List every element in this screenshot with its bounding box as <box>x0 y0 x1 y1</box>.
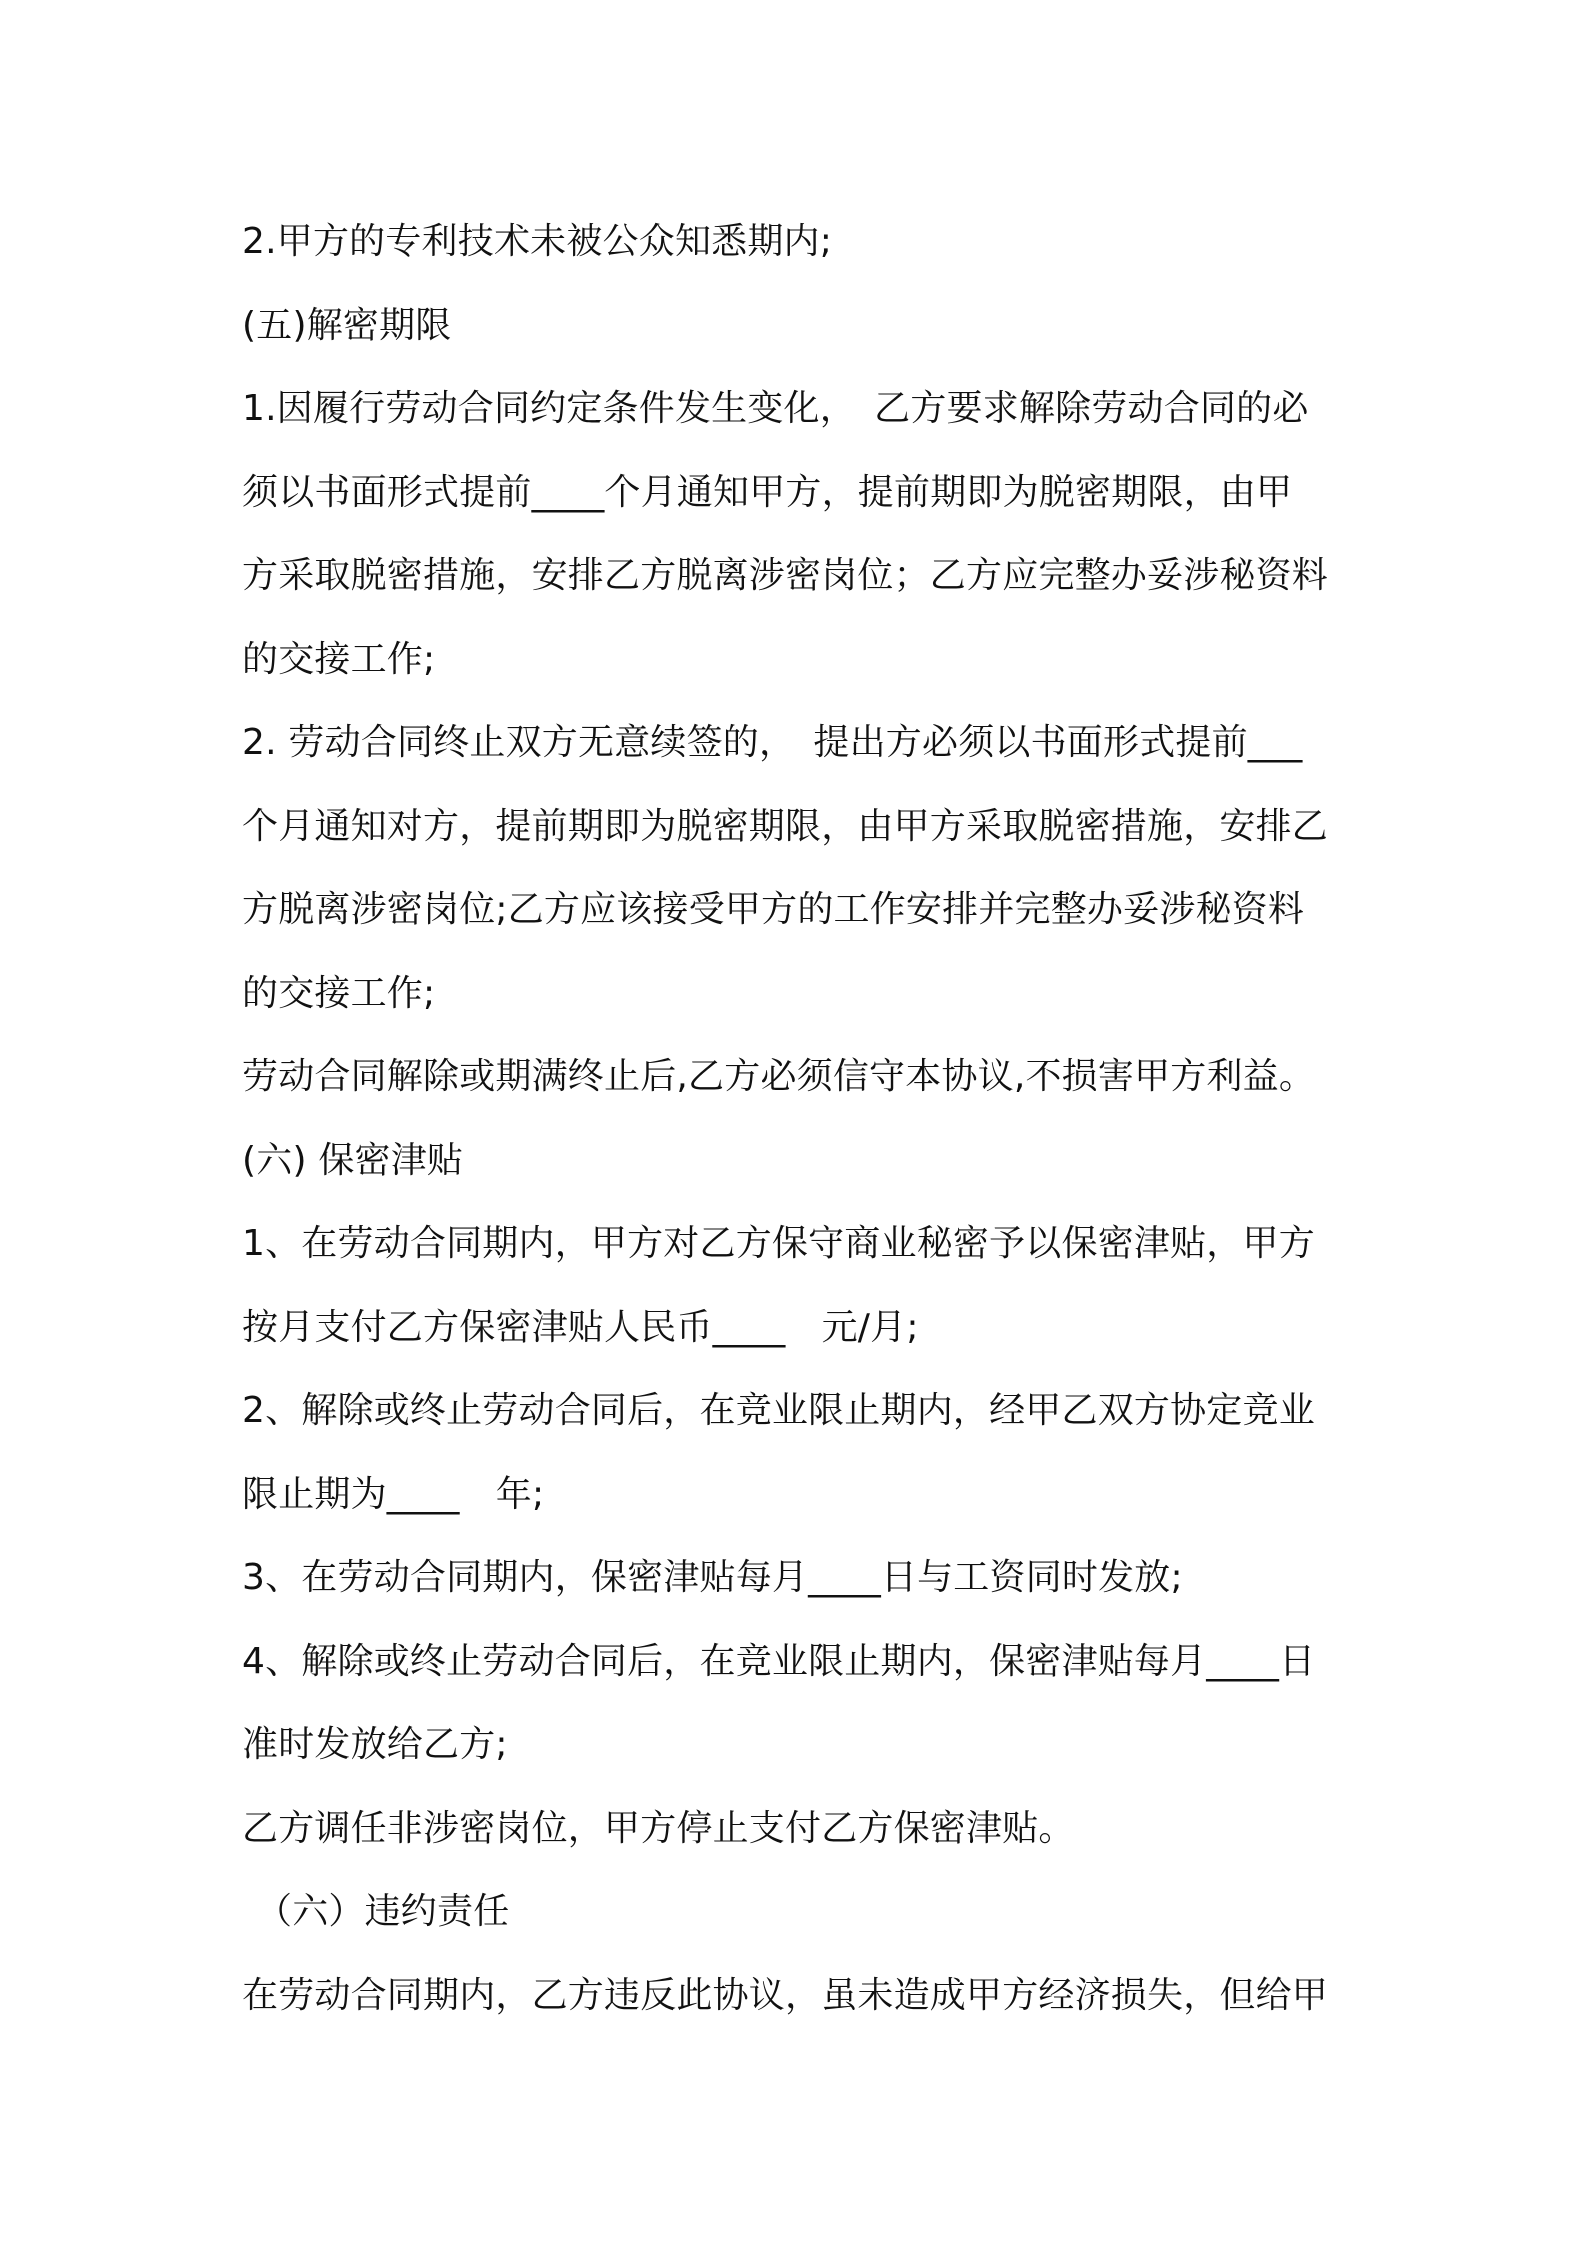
section-heading: (六) 保密津贴 <box>242 1139 464 1181</box>
paragraph-line: 2、解除或终止劳动合同后，在竞业限止期内，经甲乙双方协定竞业 <box>242 1390 1315 1431</box>
paragraph-line: 1、在劳动合同期内，甲方对乙方保守商业秘密予以保密津贴，甲方 <box>242 1223 1315 1264</box>
paragraph-line: 方采取脱密措施，安排乙方脱离涉密岗位；乙方应完整办妥涉秘资料 <box>242 555 1329 596</box>
section-heading: (五)解密期限 <box>242 304 452 346</box>
document-body <box>242 200 1352 2037</box>
paragraph-line: 3、在劳动合同期内，保密津贴每月____日与工资同时发放; <box>242 1557 1183 1598</box>
paragraph-line: 方脱离涉密岗位;乙方应该接受甲方的工作安排并完整办妥涉秘资料 <box>242 889 1305 930</box>
paragraph-line: 1.因履行劳动合同约定条件发生变化， 乙方要求解除劳动合同的必 <box>242 388 1309 429</box>
paragraph-line: 须以书面形式提前____个月通知甲方，提前期即为脱密期限，由甲 <box>242 471 1293 513</box>
paragraph-line: 准时发放给乙方; <box>242 1724 508 1765</box>
paragraph-line: 2.甲方的专利技术未被公众知悉期内; <box>242 221 833 262</box>
paragraph-line: 4、解除或终止劳动合同后，在竞业限止期内，保密津贴每月____日 <box>242 1640 1316 1682</box>
paragraph-line: 的交接工作; <box>242 972 436 1014</box>
paragraph-line: 在劳动合同期内，乙方违反此协议，虽未造成甲方经济损失，但给甲 <box>242 1974 1329 2016</box>
paragraph-line: 乙方调任非涉密岗位，甲方停止支付乙方保密津贴。 <box>242 1807 1075 1849</box>
paragraph-line: 按月支付乙方保密津贴人民币____ 元/月; <box>242 1306 919 1348</box>
paragraph-line: 限止期为____ 年; <box>242 1473 545 1515</box>
section-heading: （六）违约责任 <box>256 1891 510 1932</box>
paragraph-line: 的交接工作; <box>242 638 436 680</box>
paragraph-line: 劳动合同解除或期满终止后,乙方必须信守本协议,不损害甲方利益。 <box>242 1056 1316 1097</box>
paragraph-line: 2. 劳动合同终止双方无意续签的， 提出方必须以书面形式提前___ <box>242 722 1303 763</box>
paragraph-line: 个月通知对方，提前期即为脱密期限，由甲方采取脱密措施，安排乙 <box>242 805 1329 847</box>
